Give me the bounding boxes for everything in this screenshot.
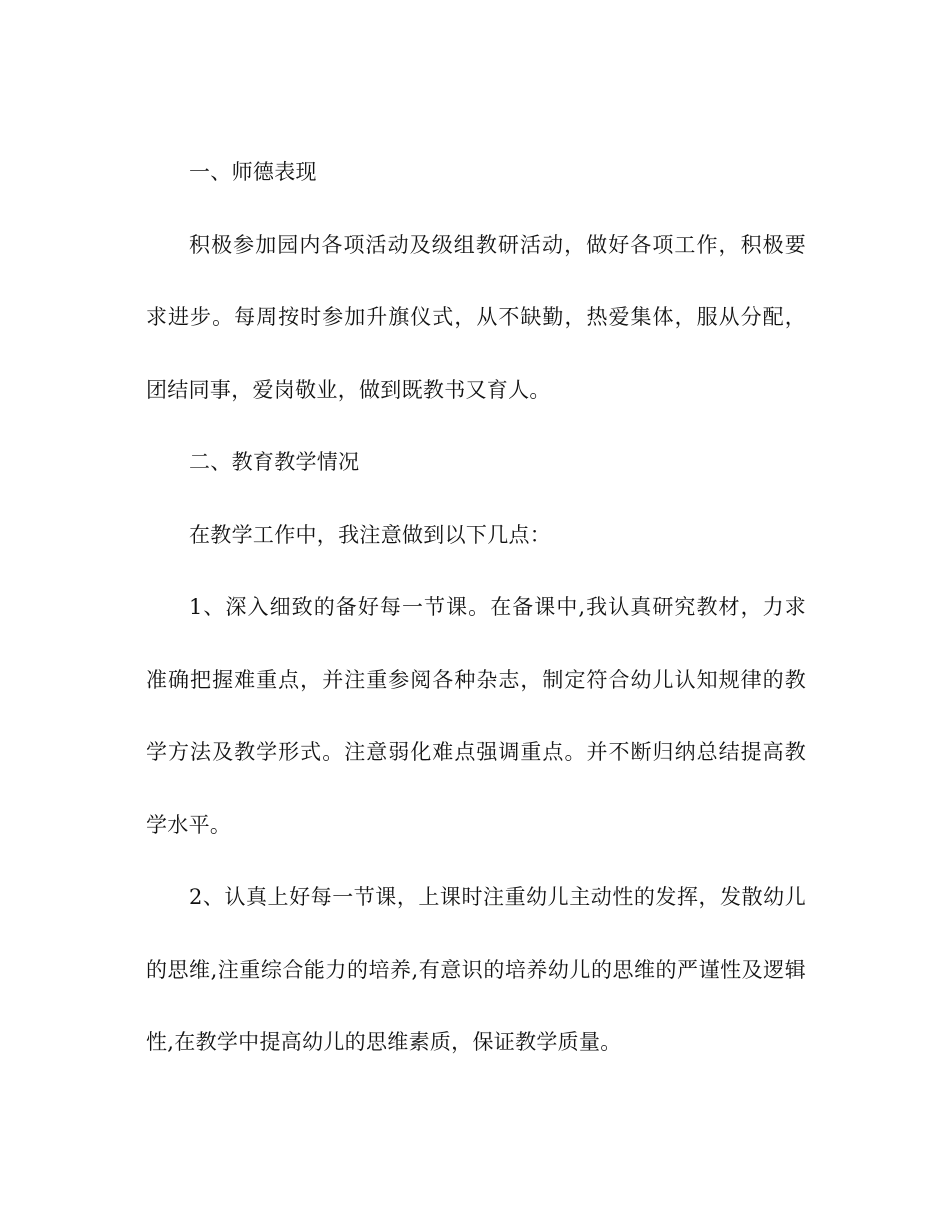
section-heading-teacher-ethics: 一、师德表现	[189, 160, 317, 184]
paragraph-point-2-teaching: 2、认真上好每一节课，上课时注重幼儿主动性的发挥，发散幼儿的思维,注重综合能力的培养,有意识的培养幼儿的思维的严谨性及逻辑性,在教学中提高幼儿的思维素质，保证教学质量。	[146, 885, 806, 1054]
paragraph-point-1-lesson-prep: 1、深入细致的备好每一节课。在备课中,我认真研究教材，力求准确把握难重点，并注重参阅各种杂志，制定符合幼儿认知规律的教学方法及教学形式。注意弱化难点强调重点。并不断归纳总结提高教学水平。	[146, 595, 806, 837]
section-heading-teaching-situation: 二、教育教学情况	[189, 450, 360, 474]
paragraph-ethics-details: 积极参加园内各项活动及级组教研活动，做好各项工作，积极要求进步。每周按时参加升旗仪式，从不缺勤，热爱集体，服从分配，团结同事，爱岗敬业，做到既教书又育人。	[146, 232, 806, 402]
paragraph-teaching-intro: 在教学工作中，我注意做到以下几点：	[189, 522, 552, 547]
document-body	[146, 136, 806, 1079]
